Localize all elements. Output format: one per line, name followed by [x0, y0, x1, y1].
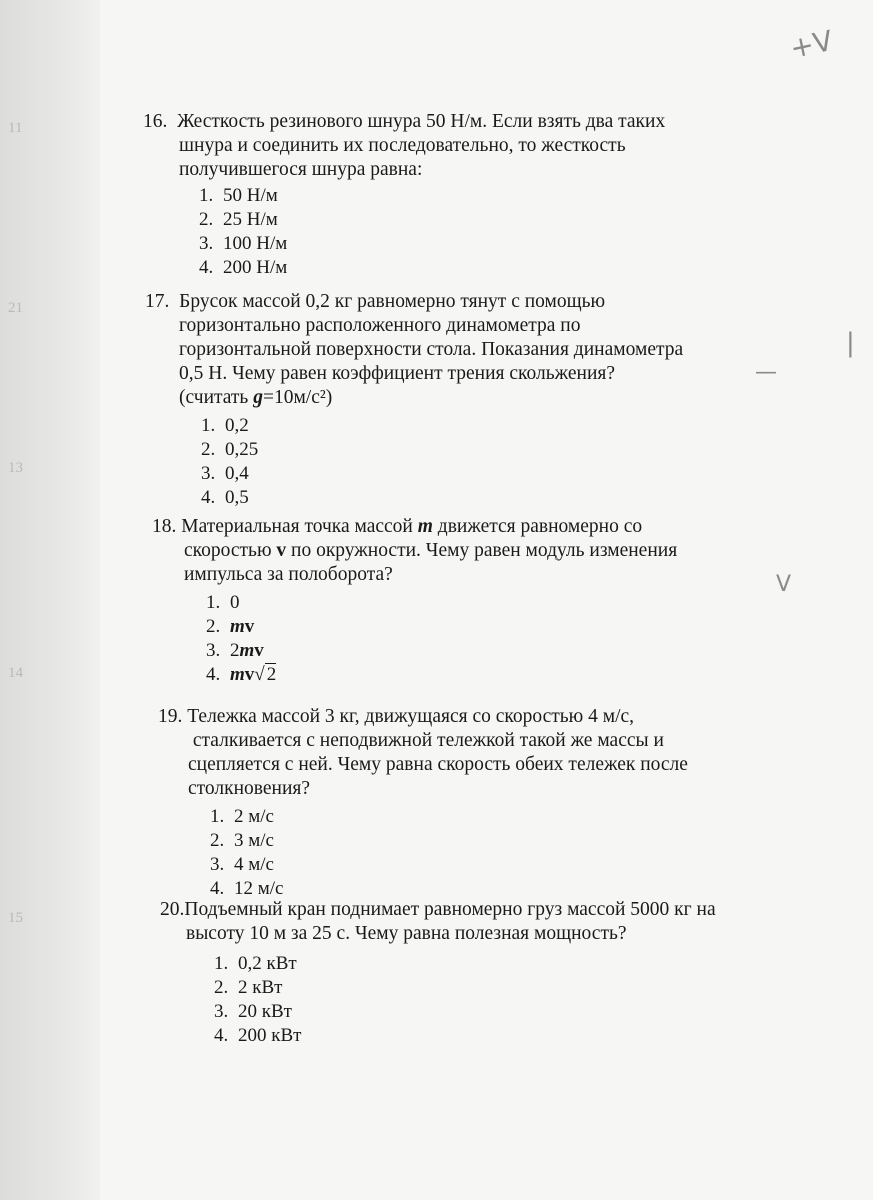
- question-16-line-2: шнура и соединить их последовательно, то жесткость: [179, 135, 626, 156]
- question-17-line-4: 0,5 Н. Чему равен коэффициент трения скольжения?: [179, 363, 616, 384]
- question-number: 16.: [143, 111, 168, 132]
- question-16: [143, 110, 753, 280]
- side-mark-check: V: [776, 572, 792, 597]
- option: 4. 12 м/с: [210, 878, 284, 899]
- question-18-line-3: импульса за полоборота?: [184, 564, 393, 585]
- option: 4. 200 Н/м: [199, 257, 288, 278]
- question-number: 20.: [160, 899, 185, 920]
- option: 1. 0,2: [201, 415, 249, 436]
- option: 2. 25 Н/м: [199, 209, 278, 230]
- option: 4. mv√ 2: [206, 664, 277, 685]
- question-18-line-1: 18. Материальная точка массой m движется равномерно со: [152, 516, 643, 537]
- option: 4. 200 кВт: [214, 1025, 302, 1046]
- question-17-line-3: горизонтальной поверхности стола. Показания динамометра: [179, 339, 684, 360]
- question-20-line-2: высоту 10 м за 25 с. Чему равна полезная мощность?: [186, 923, 627, 944]
- question-19-line-4: столкновения?: [188, 778, 311, 799]
- question-17-note: (считать g=10м/с²): [179, 387, 333, 408]
- question-16-line-3: получившегося шнура равна:: [179, 159, 423, 180]
- side-mark-dash: —: [755, 360, 777, 385]
- question-17-line-2: горизонтально расположенного динамометра по: [179, 315, 581, 336]
- question-20-line-1: 20.Подъемный кран поднимает равномерно груз массой 5000 кг на: [160, 899, 716, 920]
- question-18-line-2: скоростью v по окружности. Чему равен модуль изменения: [184, 540, 678, 561]
- option: 3. 100 Н/м: [199, 233, 288, 254]
- question-number: 18.: [152, 516, 177, 537]
- option: 2. mv: [206, 616, 255, 637]
- option: 3. 20 кВт: [214, 1001, 292, 1022]
- sqrt-symbol: √: [254, 664, 265, 685]
- answer-options: [210, 805, 798, 901]
- question-17: [145, 290, 785, 510]
- question-16-line-1: [143, 110, 753, 134]
- option: 1. 50 Н/м: [199, 185, 278, 206]
- option: 2. 0,25: [201, 439, 259, 460]
- sqrt-radicand: 2: [266, 664, 277, 685]
- answer-options: [214, 952, 810, 1048]
- option: 1. 0,2 кВт: [214, 953, 297, 974]
- option: 1. 2 м/с: [210, 806, 274, 827]
- option: 3. 0,4: [201, 463, 249, 484]
- question-19-line-1: 19. Тележка массой 3 кг, движущаяся со скоростью 4 м/с,: [158, 706, 635, 727]
- question-19-line-3: сцепляется с ней. Чему равна скорость обеих тележек после: [188, 754, 688, 775]
- answer-options: [206, 591, 792, 687]
- question-19: [158, 705, 798, 901]
- margin-mark: +V: [787, 23, 836, 66]
- question-20: [160, 898, 810, 1048]
- question-16-text: Жесткость резинового шнура 50 Н/м. Если взять два таких: [177, 111, 666, 132]
- side-mark-bar: |: [846, 328, 855, 358]
- question-18: [152, 515, 792, 687]
- answer-options: [199, 184, 753, 280]
- document-page: [100, 0, 873, 1200]
- scanned-left-margin: 11 21 13 14 15: [0, 0, 100, 1200]
- question-number: 17.: [145, 291, 170, 312]
- option: 3. 2mv: [206, 640, 264, 661]
- answer-options: [201, 414, 785, 510]
- question-19-line-2: сталкивается с неподвижной тележкой такой же массы и: [188, 730, 664, 751]
- option: 4. 0,5: [201, 487, 249, 508]
- option: 2. 3 м/с: [210, 830, 274, 851]
- option: 2. 2 кВт: [214, 977, 283, 998]
- option: 3. 4 м/с: [210, 854, 274, 875]
- question-17-line-1: 17. Брусок массой 0,2 кг равномерно тянут с помощью: [145, 291, 606, 312]
- option: 1. 0: [206, 592, 240, 613]
- question-number: 19.: [158, 706, 183, 727]
